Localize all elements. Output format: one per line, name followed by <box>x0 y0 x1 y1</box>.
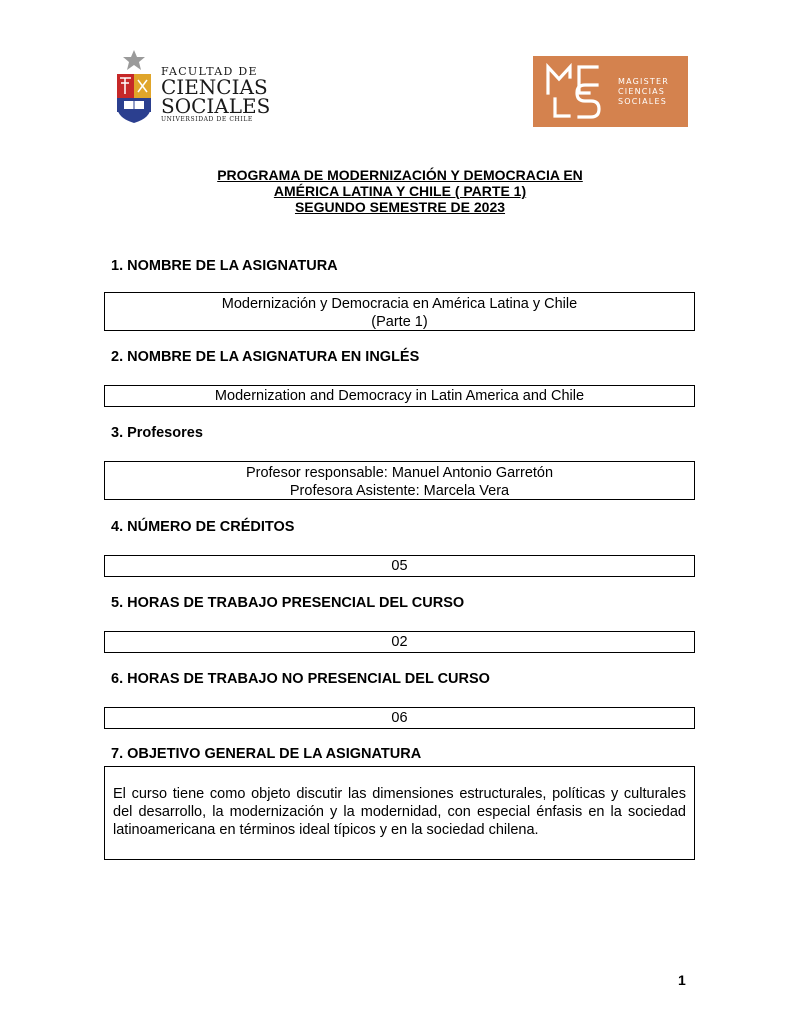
section-heading-6: 6. HORAS DE TRABAJO NO PRESENCIAL DEL CURSO <box>111 671 490 687</box>
logo-line-sociales: SOCIALES <box>161 94 271 118</box>
english-name-box <box>104 385 695 407</box>
objective-box <box>104 766 695 860</box>
logo-line-facultad: FACULTAD DE <box>161 65 258 78</box>
section-heading-5: 5. HORAS DE TRABAJO PRESENCIAL DEL CURSO <box>111 595 465 611</box>
professor-responsible: Profesor responsable: Manuel Antonio Garretón <box>245 465 554 481</box>
presential-hours-value: 02 <box>391 634 408 650</box>
presential-hours-box <box>104 631 695 653</box>
magister-line: MAGISTER <box>618 77 669 86</box>
document-title <box>110 167 690 215</box>
logo-line-ciencias: CIENCIAS <box>161 75 268 99</box>
sociales-line: SOCIALES <box>618 97 667 106</box>
page-number: 1 <box>678 972 686 988</box>
logo-line-universidad: UNIVERSIDAD DE CHILE <box>161 116 253 123</box>
non-presential-hours-value: 06 <box>391 710 408 726</box>
mcs-monogram-icon <box>545 63 603 120</box>
magister-logo <box>533 56 688 127</box>
title-line-3: SEGUNDO SEMESTRE DE 2023 <box>294 199 506 215</box>
university-crest-icon <box>114 48 154 124</box>
credits-box <box>104 555 695 577</box>
objective-text: El curso tiene como objeto discutir las dimensiones estructurales, políticas y culturales del desarrollo, la modernización y la modernidad, con especial énfasis en la sociedad latinoamericana en términos ideal típicos y en la sociedad chilena. <box>113 786 686 838</box>
section-heading-4: 4. NÚMERO DE CRÉDITOS <box>111 519 295 535</box>
title-line-1: PROGRAMA DE MODERNIZACIÓN Y DEMOCRACIA EN <box>217 167 583 183</box>
section-heading-1: 1. NOMBRE DE LA ASIGNATURA <box>111 258 338 274</box>
course-name-line-1: Modernización y Democracia en América Latina y Chile <box>221 296 578 312</box>
english-name-line: Modernization and Democracy in Latin America and Chile <box>214 388 585 404</box>
section-heading-3: 3. Profesores <box>111 425 203 441</box>
ciencias-line: CIENCIAS <box>618 87 666 96</box>
course-name-box <box>104 292 695 331</box>
section-heading-2: 2. NOMBRE DE LA ASIGNATURA EN INGLÉS <box>111 349 420 365</box>
course-name-line-2: (Parte 1) <box>371 314 428 330</box>
credits-value: 05 <box>391 558 408 574</box>
title-line-2: AMÉRICA LATINA Y CHILE ( PARTE 1) <box>273 183 527 199</box>
section-heading-7: 7. OBJETIVO GENERAL DE LA ASIGNATURA <box>111 746 422 762</box>
professors-box <box>104 461 695 500</box>
professor-assistant: Profesora Asistente: Marcela Vera <box>289 483 510 499</box>
non-presential-hours-box <box>104 707 695 729</box>
facultad-logo <box>114 48 271 124</box>
